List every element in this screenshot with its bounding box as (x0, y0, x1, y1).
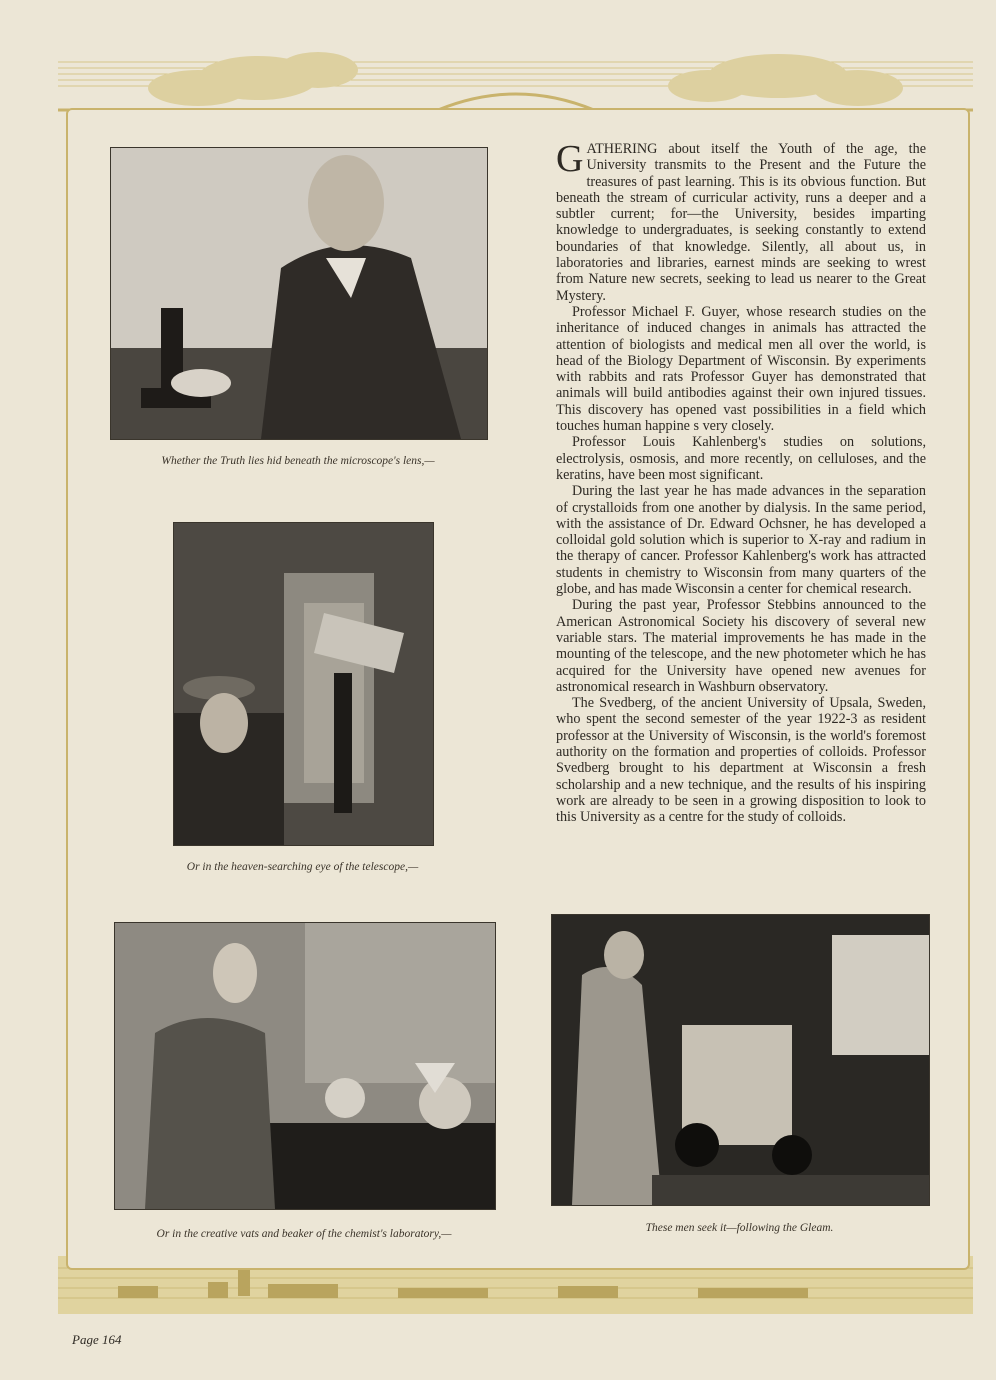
intro-paragraph (556, 138, 926, 304)
article-body (556, 138, 926, 826)
paragraph-kahlenberg: Professor Louis Kahlenberg's studies on solutions, electrolysis, osmosis, and more recently, on celluloses, and the keratins, have been most significant. (556, 434, 926, 483)
microscope-caption: Whether the Truth lies hid beneath the microscope's lens,— (161, 455, 435, 467)
paragraph-svedberg: The Svedberg, of the ancient University of Upsala, Sweden, who spent the second semester of the year 1922-3 as resident professor at the University of Wisconsin, is the world's foremost authority on the formation and properties of colloids. Professor Svedberg brought to his department at Wisconsin a fresh scholarship and a new technique, and the results of his inspiring work are already to be seen in a growing disposition to look to this University as a centre for the study of colloids. (556, 695, 926, 826)
intro-text: ATHERING about itself the Youth of the age, the University transmits to the Present and the Future the treasures of past learning. This is its obvious function. But beneath the stream of curricular activity, runs a deeper and a subtler current; for—the University, besides imparting knowledge to undergraduates, is seeking constantly to extend boundaries of that knowledge. Silently, all about us, in laboratories and libraries, earnest minds are seeking to wrest from Nature new secrets, seeking to lead us nearer to the Great Mystery. (556, 141, 926, 304)
paragraph-guyer: Professor Michael F. Guyer, whose research studies on the inheritance of induced changes in animals has attracted the attention of biologists and medical men all over the world, is head of the Biology Department of Wisconsin. By experiments with rabbits and rats Professor Guyer has demonstrated that animals will build antibodies against their own injured tissues. This discovery has opened vast possibilities in a field which touches human happine s very closely. (556, 303, 926, 435)
chemist-photo (114, 922, 496, 1210)
lab-apparatus-photo (551, 914, 930, 1206)
paragraph-stebbins: During the past year, Professor Stebbins announced to the American Astronomical Society his discovery of several new variable stars. The material improvements he has made in the mounting of the telescope, and the new photometer which he has acquired for the University have opened new avenues for astronomical research in Washburn observatory. (556, 597, 926, 695)
microscope-photo (110, 147, 488, 440)
gleam-caption: These men seek it—following the Gleam. (645, 1222, 834, 1234)
telescope-photo (173, 522, 434, 846)
telescope-caption: Or in the heaven-searching eye of the telescope,— (186, 861, 419, 873)
paragraph-dialysis: During the last year he has made advances in the separation of crystalloids from one another by dialysis. In the same period, with the assistance of Dr. Edward Ochsner, he has developed a colloidal gold solution which is superior to X-ray and radium in the therapy of cancer. Professor Kahlenberg's work has attracted students in chemistry to Wisconsin from many quarters of the globe, and has made Wisconsin a center for chemical research. (556, 483, 926, 598)
chemist-caption: Or in the creative vats and beaker of the chemist's laboratory,— (156, 1228, 452, 1240)
drop-cap: G (556, 138, 584, 180)
page-number: Page 164 (72, 1332, 122, 1347)
